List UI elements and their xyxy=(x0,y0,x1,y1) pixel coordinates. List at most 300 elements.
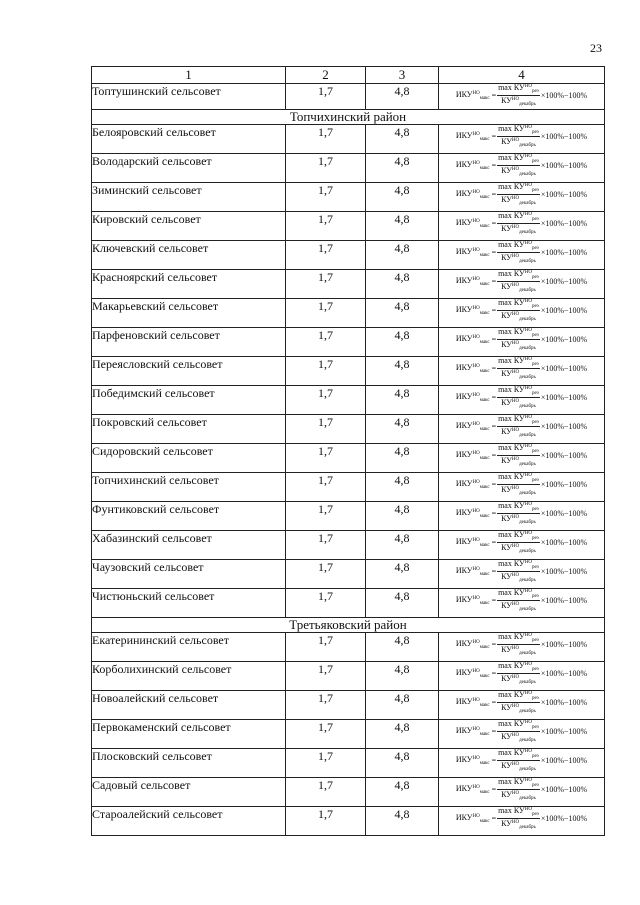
formula-numerator: $\max КУ^{НО}_{реэ}$ xyxy=(498,356,539,367)
table-row xyxy=(92,241,605,270)
settlement-name: Чистюньский сельсовет xyxy=(92,589,286,618)
formula-lhs: $ИКУ^{НО}_{макс}$ xyxy=(455,420,490,432)
value-col-2: 1,7 xyxy=(286,328,366,357)
value-col-2: 1,7 xyxy=(286,720,366,749)
formula-fraction xyxy=(497,270,540,293)
table-row xyxy=(92,299,605,328)
formula-numerator: $\max КУ^{НО}_{реэ}$ xyxy=(498,211,539,222)
formula-denominator: $КУ^{НО}_{декабрь}$ xyxy=(501,703,536,714)
formula-denominator: $КУ^{НО}_{декабрь}$ xyxy=(501,645,536,656)
value-col-3: 4,8 xyxy=(366,502,439,531)
value-col-3: 4,8 xyxy=(366,386,439,415)
formula xyxy=(439,633,604,656)
value-col-2: 1,7 xyxy=(286,241,366,270)
settlement-name: Староалейский сельсовет xyxy=(92,807,286,836)
formula-denominator: $КУ^{НО}_{декабрь}$ xyxy=(501,674,536,685)
value-col-2: 1,7 xyxy=(286,154,366,183)
settlement-name: Садовый сельсовет xyxy=(92,778,286,807)
settlement-name: Корболихинский сельсовет xyxy=(92,662,286,691)
formula-denominator: $КУ^{НО}_{декабрь}$ xyxy=(501,253,536,264)
formula xyxy=(439,183,604,206)
value-col-2: 1,7 xyxy=(286,212,366,241)
formula-tail: ×100%−100% xyxy=(540,160,588,170)
value-col-3: 4,8 xyxy=(366,270,439,299)
formula-cell xyxy=(439,183,605,212)
formula-fraction xyxy=(497,473,540,496)
settlement-name: Кировский сельсовет xyxy=(92,212,286,241)
formula-numerator: $\max КУ^{НО}_{реэ}$ xyxy=(498,327,539,338)
formula xyxy=(439,720,604,743)
column-header-1: 1 xyxy=(92,67,286,84)
formula-equals: = xyxy=(491,218,497,228)
formula-lhs: $ИКУ^{НО}_{макс}$ xyxy=(455,812,490,824)
formula-numerator: $\max КУ^{НО}_{реэ}$ xyxy=(498,588,539,599)
formula-denominator: $КУ^{НО}_{декабрь}$ xyxy=(501,819,536,830)
formula-lhs: $ИКУ^{НО}_{макс}$ xyxy=(455,130,490,142)
formula-fraction xyxy=(497,633,540,656)
value-col-2: 1,7 xyxy=(286,357,366,386)
value-col-3: 4,8 xyxy=(366,662,439,691)
settlement-name: Макарьевский сельсовет xyxy=(92,299,286,328)
table-row xyxy=(92,502,605,531)
formula-tail: ×100%−100% xyxy=(540,247,588,257)
formula-lhs: $ИКУ^{НО}_{макс}$ xyxy=(455,594,490,606)
formula-lhs: $ИКУ^{НО}_{макс}$ xyxy=(455,783,490,795)
formula-denominator: $КУ^{НО}_{декабрь}$ xyxy=(501,398,536,409)
settlement-name: Володарский сельсовет xyxy=(92,154,286,183)
formula-numerator: $\max КУ^{НО}_{реэ}$ xyxy=(498,661,539,672)
formula-cell xyxy=(439,778,605,807)
settlement-name: Покровский сельсовет xyxy=(92,415,286,444)
formula-equals: = xyxy=(491,595,497,605)
table-row xyxy=(92,212,605,241)
formula-numerator: $\max КУ^{НО}_{реэ}$ xyxy=(498,153,539,164)
formula-fraction xyxy=(497,415,540,438)
formula-denominator: $КУ^{НО}_{декабрь}$ xyxy=(501,340,536,351)
formula-cell xyxy=(439,386,605,415)
formula-fraction xyxy=(497,241,540,264)
formula-denominator: $КУ^{НО}_{декабрь}$ xyxy=(501,224,536,235)
value-col-3: 4,8 xyxy=(366,720,439,749)
value-col-2: 1,7 xyxy=(286,749,366,778)
formula-numerator: $\max КУ^{НО}_{реэ}$ xyxy=(498,83,539,94)
table-row xyxy=(92,183,605,212)
formula-denominator: $КУ^{НО}_{декабрь}$ xyxy=(501,456,536,467)
page-number: 23 xyxy=(590,41,602,55)
value-col-3: 4,8 xyxy=(366,589,439,618)
column-header-3: 3 xyxy=(366,67,439,84)
formula-tail: ×100%−100% xyxy=(540,334,588,344)
table-row xyxy=(92,125,605,154)
formula xyxy=(439,691,604,714)
value-col-2: 1,7 xyxy=(286,502,366,531)
settlement-name: Чаузовский сельсовет xyxy=(92,560,286,589)
formula-equals: = xyxy=(491,479,497,489)
value-col-2: 1,7 xyxy=(286,531,366,560)
value-col-3: 4,8 xyxy=(366,778,439,807)
value-col-3: 4,8 xyxy=(366,125,439,154)
formula-equals: = xyxy=(491,276,497,286)
formula-numerator: $\max КУ^{НО}_{реэ}$ xyxy=(498,269,539,280)
formula-cell xyxy=(439,560,605,589)
formula-cell xyxy=(439,531,605,560)
formula-numerator: $\max КУ^{НО}_{реэ}$ xyxy=(498,240,539,251)
formula-cell xyxy=(439,212,605,241)
settlement-name: Екатерининский сельсовет xyxy=(92,633,286,662)
formula-equals: = xyxy=(491,537,497,547)
value-col-2: 1,7 xyxy=(286,183,366,212)
formula-tail: ×100%−100% xyxy=(540,697,588,707)
formula xyxy=(439,589,604,612)
value-col-3: 4,8 xyxy=(366,691,439,720)
formula-denominator: $КУ^{НО}_{декабрь}$ xyxy=(501,137,536,148)
formula-denominator: $КУ^{НО}_{декабрь}$ xyxy=(501,761,536,772)
formula xyxy=(439,807,604,830)
formula-equals: = xyxy=(491,189,497,199)
settlement-name: Ключевский сельсовет xyxy=(92,241,286,270)
formula-cell xyxy=(439,444,605,473)
table-row xyxy=(92,720,605,749)
formula-equals: = xyxy=(491,392,497,402)
table-row xyxy=(92,778,605,807)
formula-lhs: $ИКУ^{НО}_{макс}$ xyxy=(455,565,490,577)
formula-numerator: $\max КУ^{НО}_{реэ}$ xyxy=(498,748,539,759)
formula-numerator: $\max КУ^{НО}_{реэ}$ xyxy=(498,559,539,570)
formula xyxy=(439,502,604,525)
formula-fraction xyxy=(497,560,540,583)
formula xyxy=(439,473,604,496)
formula xyxy=(439,749,604,772)
table-row xyxy=(92,589,605,618)
table-row xyxy=(92,560,605,589)
formula-fraction xyxy=(497,84,540,107)
table-row xyxy=(92,357,605,386)
settlement-name: Первокаменский сельсовет xyxy=(92,720,286,749)
value-col-2: 1,7 xyxy=(286,691,366,720)
formula xyxy=(439,357,604,380)
formula-tail: ×100%−100% xyxy=(540,537,588,547)
formula-cell xyxy=(439,415,605,444)
formula-equals: = xyxy=(491,508,497,518)
formula-numerator: $\max КУ^{НО}_{реэ}$ xyxy=(498,298,539,309)
formula xyxy=(439,662,604,685)
region-row xyxy=(92,110,605,125)
formula xyxy=(439,778,604,801)
formula-lhs: $ИКУ^{НО}_{макс}$ xyxy=(455,246,490,258)
formula-lhs: $ИКУ^{НО}_{макс}$ xyxy=(455,217,490,229)
formula-lhs: $ИКУ^{НО}_{макс}$ xyxy=(455,362,490,374)
value-col-2: 1,7 xyxy=(286,299,366,328)
value-col-2: 1,7 xyxy=(286,589,366,618)
table-row xyxy=(92,415,605,444)
formula-fraction xyxy=(497,212,540,235)
formula-cell xyxy=(439,154,605,183)
formula-equals: = xyxy=(491,755,497,765)
settlement-name: Топтушинский сельсовет xyxy=(92,84,286,110)
formula-tail: ×100%−100% xyxy=(540,189,588,199)
table-header-row xyxy=(92,67,605,84)
formula xyxy=(439,154,604,177)
table-row xyxy=(92,807,605,836)
formula-tail: ×100%−100% xyxy=(540,131,588,141)
settlement-name: Плосковский сельсовет xyxy=(92,749,286,778)
table-row xyxy=(92,270,605,299)
value-col-3: 4,8 xyxy=(366,531,439,560)
value-col-3: 4,8 xyxy=(366,415,439,444)
table-body xyxy=(92,84,605,836)
value-col-3: 4,8 xyxy=(366,328,439,357)
formula-cell xyxy=(439,633,605,662)
formula-tail: ×100%−100% xyxy=(540,726,588,736)
formula-numerator: $\max КУ^{НО}_{реэ}$ xyxy=(498,501,539,512)
formula-lhs: $ИКУ^{НО}_{макс}$ xyxy=(455,333,490,345)
formula-tail: ×100%−100% xyxy=(540,755,588,765)
formula-numerator: $\max КУ^{НО}_{реэ}$ xyxy=(498,443,539,454)
value-col-2: 1,7 xyxy=(286,444,366,473)
formula-cell xyxy=(439,502,605,531)
formula-lhs: $ИКУ^{НО}_{макс}$ xyxy=(455,449,490,461)
formula-cell xyxy=(439,662,605,691)
formula-numerator: $\max КУ^{НО}_{реэ}$ xyxy=(498,632,539,643)
formula-cell xyxy=(439,357,605,386)
formula-denominator: $КУ^{НО}_{декабрь}$ xyxy=(501,601,536,612)
formula-fraction xyxy=(497,749,540,772)
formula-tail: ×100%−100% xyxy=(540,595,588,605)
formula-numerator: $\max КУ^{НО}_{реэ}$ xyxy=(498,182,539,193)
formula xyxy=(439,299,604,322)
formula-lhs: $ИКУ^{НО}_{макс}$ xyxy=(455,275,490,287)
value-col-3: 4,8 xyxy=(366,807,439,836)
formula xyxy=(439,125,604,148)
formula-tail: ×100%−100% xyxy=(540,392,588,402)
region-name: Третьяковский район xyxy=(92,618,605,633)
table-row xyxy=(92,633,605,662)
formula-numerator: $\max КУ^{НО}_{реэ}$ xyxy=(498,690,539,701)
formula xyxy=(439,386,604,409)
value-col-2: 1,7 xyxy=(286,125,366,154)
table-row xyxy=(92,328,605,357)
settlement-name: Белояровский сельсовет xyxy=(92,125,286,154)
settlement-name: Переясловский сельсовет xyxy=(92,357,286,386)
formula-cell xyxy=(439,299,605,328)
formula-equals: = xyxy=(491,363,497,373)
formula-tail: ×100%−100% xyxy=(540,450,588,460)
settlement-name: Красноярский сельсовет xyxy=(92,270,286,299)
formula-cell xyxy=(439,473,605,502)
formula-fraction xyxy=(497,444,540,467)
formula-denominator: $КУ^{НО}_{декабрь}$ xyxy=(501,543,536,554)
value-col-2: 1,7 xyxy=(286,386,366,415)
formula-denominator: $КУ^{НО}_{декабрь}$ xyxy=(501,195,536,206)
settlement-name: Новоалейский сельсовет xyxy=(92,691,286,720)
formula xyxy=(439,415,604,438)
value-col-3: 4,8 xyxy=(366,84,439,110)
formula-equals: = xyxy=(491,334,497,344)
formula-tail: ×100%−100% xyxy=(540,784,588,794)
formula-cell xyxy=(439,125,605,154)
formula-tail: ×100%−100% xyxy=(540,305,588,315)
formula-denominator: $КУ^{НО}_{декабрь}$ xyxy=(501,485,536,496)
formula-tail: ×100%−100% xyxy=(540,421,588,431)
formula-lhs: $ИКУ^{НО}_{макс}$ xyxy=(455,89,490,101)
formula-tail: ×100%−100% xyxy=(540,639,588,649)
formula-lhs: $ИКУ^{НО}_{макс}$ xyxy=(455,638,490,650)
formula-lhs: $ИКУ^{НО}_{макс}$ xyxy=(455,478,490,490)
formula xyxy=(439,84,604,107)
formula-denominator: $КУ^{НО}_{декабрь}$ xyxy=(501,790,536,801)
region-row xyxy=(92,618,605,633)
formula-cell xyxy=(439,749,605,778)
formula-denominator: $КУ^{НО}_{декабрь}$ xyxy=(501,96,536,107)
formula-denominator: $КУ^{НО}_{декабрь}$ xyxy=(501,427,536,438)
formula-numerator: $\max КУ^{НО}_{реэ}$ xyxy=(498,806,539,817)
value-col-3: 4,8 xyxy=(366,560,439,589)
formula-fraction xyxy=(497,357,540,380)
column-header-2: 2 xyxy=(286,67,366,84)
table-row xyxy=(92,386,605,415)
formula-fraction xyxy=(497,589,540,612)
settlement-name: Топчихинский сельсовет xyxy=(92,473,286,502)
formula-lhs: $ИКУ^{НО}_{макс}$ xyxy=(455,667,490,679)
formula xyxy=(439,531,604,554)
formula-tail: ×100%−100% xyxy=(540,668,588,678)
formula-lhs: $ИКУ^{НО}_{макс}$ xyxy=(455,304,490,316)
formula-denominator: $КУ^{НО}_{декабрь}$ xyxy=(501,514,536,525)
formula-fraction xyxy=(497,531,540,554)
formula-equals: = xyxy=(491,813,497,823)
value-col-2: 1,7 xyxy=(286,415,366,444)
formula-equals: = xyxy=(491,726,497,736)
value-col-2: 1,7 xyxy=(286,633,366,662)
table-row xyxy=(92,662,605,691)
formula-cell xyxy=(439,241,605,270)
settlement-name: Хабазинский сельсовет xyxy=(92,531,286,560)
table-row xyxy=(92,444,605,473)
formula-numerator: $\max КУ^{НО}_{реэ}$ xyxy=(498,385,539,396)
formula-numerator: $\max КУ^{НО}_{реэ}$ xyxy=(498,124,539,135)
formula-equals: = xyxy=(491,421,497,431)
settlement-name: Сидоровский сельсовет xyxy=(92,444,286,473)
formula-lhs: $ИКУ^{НО}_{макс}$ xyxy=(455,391,490,403)
settlement-name: Победимский сельсовет xyxy=(92,386,286,415)
formula-numerator: $\max КУ^{НО}_{реэ}$ xyxy=(498,530,539,541)
formula-tail: ×100%−100% xyxy=(540,813,588,823)
formula-equals: = xyxy=(491,131,497,141)
value-col-3: 4,8 xyxy=(366,444,439,473)
value-col-2: 1,7 xyxy=(286,560,366,589)
value-col-3: 4,8 xyxy=(366,212,439,241)
formula-cell xyxy=(439,589,605,618)
formula-fraction xyxy=(497,299,540,322)
region-name: Топчихинский район xyxy=(92,110,605,125)
formula-numerator: $\max КУ^{НО}_{реэ}$ xyxy=(498,719,539,730)
formula-cell xyxy=(439,270,605,299)
formula xyxy=(439,270,604,293)
formula-denominator: $КУ^{НО}_{декабрь}$ xyxy=(501,572,536,583)
formula-numerator: $\max КУ^{НО}_{реэ}$ xyxy=(498,414,539,425)
formula-denominator: $КУ^{НО}_{декабрь}$ xyxy=(501,369,536,380)
value-col-3: 4,8 xyxy=(366,183,439,212)
formula-tail: ×100%−100% xyxy=(540,276,588,286)
value-col-3: 4,8 xyxy=(366,357,439,386)
formula-equals: = xyxy=(491,566,497,576)
formula-equals: = xyxy=(491,697,497,707)
formula-tail: ×100%−100% xyxy=(540,363,588,373)
settlement-name: Зиминский сельсовет xyxy=(92,183,286,212)
value-col-3: 4,8 xyxy=(366,473,439,502)
formula-lhs: $ИКУ^{НО}_{макс}$ xyxy=(455,159,490,171)
settlement-name: Фунтиковский сельсовет xyxy=(92,502,286,531)
table-row xyxy=(92,473,605,502)
formula-equals: = xyxy=(491,160,497,170)
formula-lhs: $ИКУ^{НО}_{макс}$ xyxy=(455,188,490,200)
settlement-name: Парфеновский сельсовет xyxy=(92,328,286,357)
formula-numerator: $\max КУ^{НО}_{реэ}$ xyxy=(498,472,539,483)
formula-tail: ×100%−100% xyxy=(540,479,588,489)
formula-equals: = xyxy=(491,247,497,257)
formula xyxy=(439,444,604,467)
formula-fraction xyxy=(497,720,540,743)
formula-equals: = xyxy=(491,668,497,678)
formula-fraction xyxy=(497,691,540,714)
formula xyxy=(439,328,604,351)
formula-equals: = xyxy=(491,639,497,649)
table-row xyxy=(92,531,605,560)
formula-fraction xyxy=(497,183,540,206)
value-col-2: 1,7 xyxy=(286,84,366,110)
formula xyxy=(439,560,604,583)
formula-cell xyxy=(439,720,605,749)
value-col-2: 1,7 xyxy=(286,270,366,299)
formula-denominator: $КУ^{НО}_{декабрь}$ xyxy=(501,311,536,322)
value-col-3: 4,8 xyxy=(366,299,439,328)
formula-lhs: $ИКУ^{НО}_{макс}$ xyxy=(455,536,490,548)
table-row xyxy=(92,691,605,720)
formula-tail: ×100%−100% xyxy=(540,90,588,100)
tariff-table xyxy=(91,66,605,836)
formula-fraction xyxy=(497,125,540,148)
formula-fraction xyxy=(497,328,540,351)
formula-denominator: $КУ^{НО}_{декабрь}$ xyxy=(501,166,536,177)
value-col-2: 1,7 xyxy=(286,778,366,807)
formula-equals: = xyxy=(491,784,497,794)
formula-fraction xyxy=(497,154,540,177)
formula-tail: ×100%−100% xyxy=(540,566,588,576)
formula-tail: ×100%−100% xyxy=(540,218,588,228)
formula-cell xyxy=(439,691,605,720)
formula-fraction xyxy=(497,502,540,525)
formula-fraction xyxy=(497,807,540,830)
value-col-3: 4,8 xyxy=(366,241,439,270)
formula-lhs: $ИКУ^{НО}_{макс}$ xyxy=(455,725,490,737)
formula-equals: = xyxy=(491,305,497,315)
formula-equals: = xyxy=(491,450,497,460)
column-header-4: 4 xyxy=(439,67,605,84)
formula-cell xyxy=(439,807,605,836)
value-col-2: 1,7 xyxy=(286,662,366,691)
formula-lhs: $ИКУ^{НО}_{макс}$ xyxy=(455,754,490,766)
table-row xyxy=(92,154,605,183)
value-col-3: 4,8 xyxy=(366,749,439,778)
formula-denominator: $КУ^{НО}_{декабрь}$ xyxy=(501,732,536,743)
formula-lhs: $ИКУ^{НО}_{макс}$ xyxy=(455,696,490,708)
formula-cell xyxy=(439,84,605,110)
formula-fraction xyxy=(497,778,540,801)
formula-equals: = xyxy=(491,90,497,100)
table-row xyxy=(92,749,605,778)
table-row xyxy=(92,84,605,110)
formula-fraction xyxy=(497,662,540,685)
